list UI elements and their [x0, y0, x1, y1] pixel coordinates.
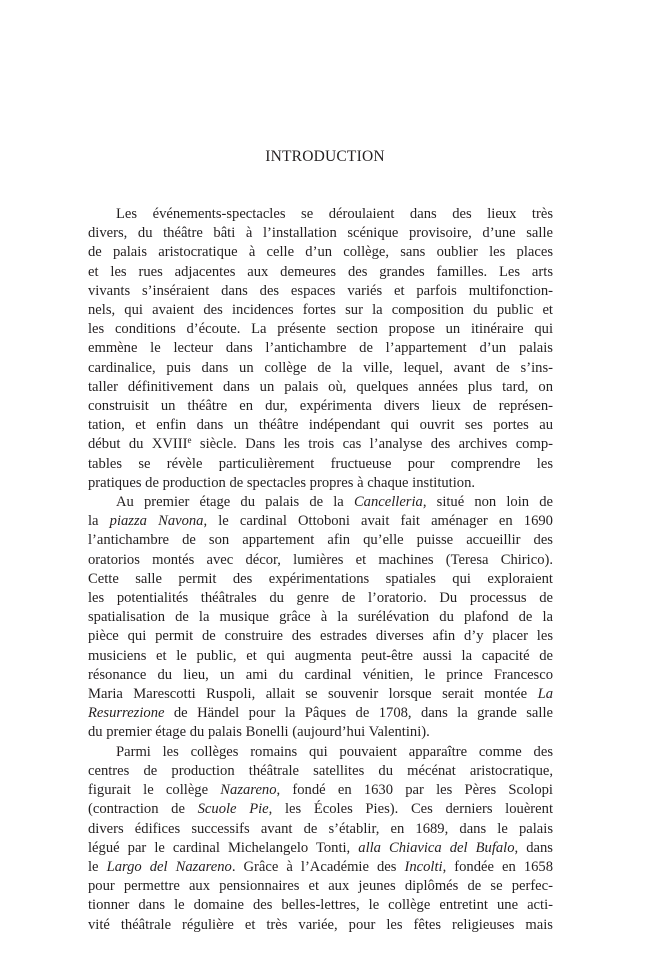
text-line: la piazza Navona, le cardinal Ottoboni avait fait aménager en 1690 — [88, 513, 553, 530]
text-line: et les rues adjacentes aux demeures des grandes familles. Les arts — [88, 263, 553, 280]
text-line: cardinalice, puis dans un collège de la ville, lequel, avant de s’ins- — [88, 359, 553, 376]
text-line: résonance du lieu, un ami du cardinal vénitien, le prince Francesco — [88, 666, 553, 683]
text-line: divers édifices successifs avant de s’établir, en 1689, dans le palais — [88, 820, 553, 837]
text-line: tation, et enfin dans un théâtre indépendant qui ouvrit ses portes au — [88, 417, 553, 434]
text-line: l’antichambre de son appartement afin qu’elle puisse accueillir des — [88, 532, 553, 549]
text-line: début du XVIIIe siècle. Dans les trois cas l’analyse des archives comp- — [88, 435, 553, 453]
text-line: les conditions d’écoute. La présente section propose un itinéraire qui — [88, 321, 553, 338]
page-title: INTRODUCTION — [265, 148, 385, 165]
paragraph — [88, 493, 553, 743]
text-line: vivants s’inséraient dans des espaces variés et parfois multifonction- — [88, 282, 553, 299]
text-line: divers, du théâtre bâti à l’installation scénique provisoire, d’une salle — [88, 225, 553, 242]
text-line: (contraction de Scuole Pie, les Écoles Pies). Ces derniers louèrent — [88, 801, 553, 818]
text-line: emmène le lecteur dans l’antichambre de l’appartement d’un palais — [88, 340, 553, 357]
text-line: le Largo del Nazareno. Grâce à l’Académie des Incolti, fondée en 1658 — [88, 858, 554, 875]
text-line: taller définitivement dans un palais où, quelques années plus tard, on — [88, 378, 553, 395]
paragraph — [88, 743, 553, 935]
body-text — [88, 205, 553, 935]
text-line: tables se révèle particulièrement fructueuse pour comprendre les — [88, 455, 553, 472]
text-line: oratorios montés avec décor, lumières et machines (Teresa Chirico). — [88, 551, 553, 568]
text-line: Au premier étage du palais de la Cancelleria, situé non loin de — [116, 494, 553, 511]
text-line: pratiques de production de spectacles propres à chaque institution. — [88, 474, 476, 491]
text-line: Cette salle permit des expérimentations spatiales qui exploraient — [88, 570, 553, 587]
text-line: spatialisation de la musique grâce à la surélévation du plafond de la — [88, 609, 553, 626]
text-line: les potentialités théâtrales du genre de l’oratorio. Du processus de — [88, 590, 553, 607]
text-line: figurait le collège Nazareno, fondé en 1630 par les Pères Scolopi — [88, 782, 553, 799]
text-line: nels, qui avaient des incidences fortes sur la composition du public et — [88, 302, 553, 319]
text-line: Maria Marescotti Ruspoli, allait se souvenir lorsque serait montée La — [88, 686, 553, 703]
paragraph — [88, 205, 553, 493]
text-line: pièce qui permit de construire des estrades diverses afin d’y placer les — [88, 628, 553, 645]
text-line: légué par le cardinal Michelangelo Tonti, alla Chiavica del Bufalo, dans — [88, 839, 553, 856]
text-line: de palais aristocratique à celle d’un collège, sans oublier les places — [88, 244, 553, 261]
text-line: centres de production théâtrale satellites du mécénat aristocratique, — [88, 762, 553, 779]
text-line: construisit un théâtre en dur, expérimenta divers lieux de représen- — [88, 398, 553, 415]
text-line: Les événements-spectacles se déroulaient dans des lieux très — [116, 206, 553, 222]
text-line: Parmi les collèges romains qui pouvaient apparaître comme des — [116, 743, 553, 760]
text-line: Resurrezione de Händel pour la Pâques de 1708, dans la grande salle — [88, 705, 553, 722]
text-line: pour permettre aux pensionnaires et aux jeunes diplômés de se perfec- — [88, 878, 553, 895]
text-line: vité théâtrale régulière et très variée, pour les fêtes religieuses mais — [88, 916, 553, 933]
text-line: musiciens et le public, et qui augmenta peut-être aussi la capacité de — [88, 647, 553, 664]
text-line: du premier étage du palais Bonelli (aujourd’hui Valentini). — [88, 724, 430, 741]
text-line: tionner dans le domaine des belles-lettres, le collège entretint une acti- — [88, 897, 553, 914]
